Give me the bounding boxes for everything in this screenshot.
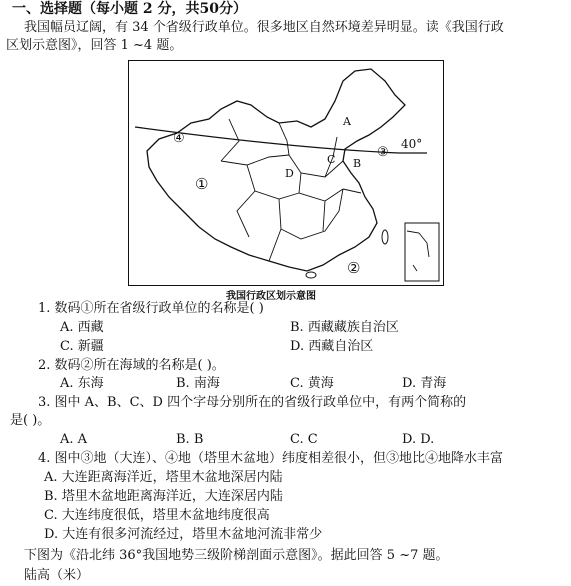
map-label-D: D [285, 167, 294, 180]
q3-option-b: B. B [176, 432, 204, 447]
q2-option-c: C. 黄海 [290, 376, 334, 391]
q2-option-b: B. 南海 [176, 376, 220, 391]
section-heading-note: （每小题 2 分，共50分） [82, 1, 247, 17]
q4-option-a: A. 大连距离海洋近，塔里木盆地深居内陆 [44, 470, 283, 485]
q3-stem: 3. 图中 A、B、C、D 四个字母分别所在的省级行政单位中，有两个简称的 [38, 395, 467, 410]
map-label-3: ③ [377, 145, 389, 160]
map-latitude-label: 40° [401, 137, 423, 151]
map-label-A: A [343, 115, 351, 128]
china-administrative-map [128, 60, 444, 286]
map-label-C: C [327, 153, 336, 166]
section-heading [12, 0, 247, 18]
q1-option-d: D. 西藏自治区 [290, 339, 374, 354]
q3-option-c: C. C [290, 432, 318, 447]
map-label-1: ① [195, 175, 209, 193]
q3-option-a: A. A [60, 432, 88, 447]
hainan-island [306, 272, 316, 278]
q3-option-d: D. D. [402, 432, 435, 447]
next-passage-line: 下图为《沿北纬 36°我国地势三级阶梯剖面示意图》。据此回答 5 ~7 题。 [24, 548, 449, 563]
q4-option-c: C. 大连纬度很低，塔里木盆地纬度很高 [44, 508, 270, 523]
map-label-B: B [353, 157, 362, 170]
q4-option-b: B. 塔里木盆地距离海洋近，大连深居内陆 [44, 489, 283, 504]
map-label-2: ② [347, 259, 361, 277]
q2-option-d: D. 青海 [402, 376, 447, 391]
q1-stem: 1. 数码①所在省级行政单位的名称是( ) [38, 301, 264, 316]
taiwan-island [382, 230, 388, 244]
inset-coast [407, 231, 429, 271]
q4-stem: 4. 图中③地（大连）、④地（塔里木盆地）纬度相差很小，但③地比④地降水丰富 [38, 451, 504, 466]
china-outline [147, 69, 405, 271]
q3-stem-continued: 是( )。 [10, 413, 51, 428]
q4-option-d: D. 大连有很多河流经过，塔里木盆地河流非常少 [44, 527, 323, 542]
intro-line-1: 我国幅员辽阔，有 34 个省级行政单位。很多地区自然环境差异明显。读《我国行政 [24, 20, 504, 35]
q1-option-c: C. 新疆 [60, 339, 104, 354]
q1-option-a: A. 西藏 [60, 320, 104, 335]
q1-option-b: B. 西藏藏族自治区 [290, 320, 399, 335]
section-heading-prefix: 一、选择题 [12, 1, 82, 17]
map-label-4: ④ [173, 131, 185, 146]
profile-axis-label: 陆高（米） [24, 568, 90, 583]
q2-option-a: A. 东海 [60, 376, 104, 391]
map-caption: 我国行政区划示意图 [226, 291, 316, 302]
intro-line-2: 区划示意图》，回答 1 ~4 题。 [6, 38, 183, 53]
q2-stem: 2. 数码②所在海域的名称是( )。 [38, 358, 225, 373]
